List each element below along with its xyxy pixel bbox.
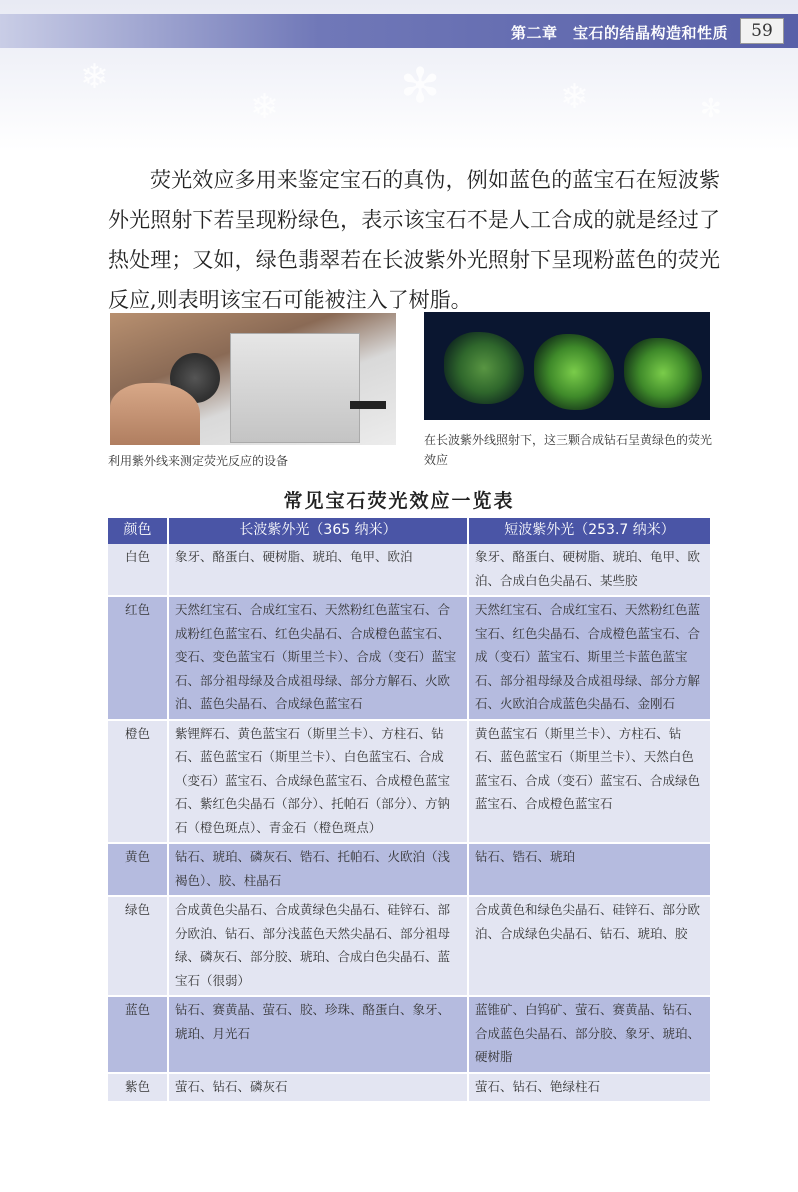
color-cell: 红色	[108, 596, 168, 720]
short-wave-cell: 合成黄色和绿色尖晶石、硅锌石、部分欧泊、合成绿色尖晶石、钻石、琥珀、胶	[468, 896, 710, 996]
synthetic-diamonds-photo	[424, 312, 710, 420]
short-wave-cell: 天然红宝石、合成红宝石、天然粉红色蓝宝石、红色尖晶石、合成橙色蓝宝石、合成（变石）蓝宝石、斯里兰卡蓝色蓝宝石、部分祖母绿及合成祖母绿、部分方解石、火欧泊合成蓝色尖晶石、金刚石	[468, 596, 710, 720]
long-wave-cell: 合成黄色尖晶石、合成黄绿色尖晶石、硅锌石、部分欧泊、钻石、部分浅蓝色天然尖晶石、部分祖母绿、磷灰石、部分胶、琥珀、合成白色尖晶石、蓝宝石（很弱）	[168, 896, 468, 996]
page-number: 59	[740, 18, 784, 44]
color-cell: 绿色	[108, 896, 168, 996]
table-row	[108, 544, 710, 596]
fluorescence-table	[108, 518, 710, 1103]
long-wave-cell: 紫锂辉石、黄色蓝宝石（斯里兰卡）、方柱石、钻石、蓝色蓝宝石（斯里兰卡）、白色蓝宝石、合成（变石）蓝宝石、合成绿色蓝宝石、合成橙色蓝宝石、紫红色尖晶石（部分）、托帕石（部分）、方钠石（橙色斑点）、青金石（橙色斑点）	[168, 720, 468, 844]
table-header-row	[108, 518, 710, 544]
uv-equipment-photo	[110, 313, 396, 445]
left-photo-caption: 利用紫外线来测定荧光反应的设备	[108, 454, 289, 468]
color-cell: 橙色	[108, 720, 168, 844]
table-row	[108, 896, 710, 996]
long-wave-cell: 天然红宝石、合成红宝石、天然粉红色蓝宝石、合成粉红色蓝宝石、红色尖晶石、合成橙色蓝宝石、变石、变色蓝宝石（斯里兰卡）、合成（变石）蓝宝石、部分祖母绿及合成祖母绿、部分方解石、火欧泊、蓝色尖晶石、合成绿色蓝宝石	[168, 596, 468, 720]
table-row	[108, 596, 710, 720]
snowflake-icon: ❄	[250, 87, 279, 127]
chapter-title: 第二章 宝石的结晶构造和性质	[510, 24, 728, 42]
long-wave-cell: 象牙、酪蛋白、硬树脂、琥珀、龟甲、欧泊	[168, 544, 468, 596]
table-row	[108, 996, 710, 1073]
long-wave-cell: 钻石、琥珀、磷灰石、锆石、托帕石、火欧泊（浅褐色）、胶、柱晶石	[168, 843, 468, 896]
table-row	[108, 843, 710, 896]
short-wave-cell: 黄色蓝宝石（斯里兰卡）、方柱石、钻石、蓝色蓝宝石（斯里兰卡）、天然白色蓝宝石、合成（变石）蓝宝石、合成绿色蓝宝石、合成橙色蓝宝石	[468, 720, 710, 844]
header-color: 颜色	[108, 518, 168, 544]
short-wave-cell: 钻石、锆石、琥珀	[468, 843, 710, 896]
snowflake-icon: ✻	[400, 58, 441, 114]
color-cell: 白色	[108, 544, 168, 596]
snowflake-icon: ❄	[80, 57, 109, 97]
short-wave-cell: 象牙、酪蛋白、硬树脂、琥珀、龟甲、欧泊、合成白色尖晶石、某些胶	[468, 544, 710, 596]
right-photo-caption: 在长波紫外线照射下，这三颗合成钻石呈黄绿色的荧光效应	[424, 433, 713, 467]
header-long-wave: 长波紫外光（365 纳米）	[168, 518, 468, 544]
long-wave-cell: 钻石、赛黄晶、萤石、胶、珍珠、酪蛋白、象牙、琥珀、月光石	[168, 996, 468, 1073]
long-wave-cell: 萤石、钻石、磷灰石	[168, 1073, 468, 1103]
table-row	[108, 1073, 710, 1103]
snowflake-icon: ❄	[560, 77, 589, 117]
short-wave-cell: 蓝锥矿、白钨矿、萤石、赛黄晶、钻石、合成蓝色尖晶石、部分胶、象牙、琥珀、硬树脂	[468, 996, 710, 1073]
color-cell: 黄色	[108, 843, 168, 896]
color-cell: 蓝色	[108, 996, 168, 1073]
short-wave-cell: 萤石、钻石、铯绿柱石	[468, 1073, 710, 1103]
color-cell: 紫色	[108, 1073, 168, 1103]
snowflake-icon: ✻	[700, 94, 722, 124]
body-paragraph: 荧光效应多用来鉴定宝石的真伪，例如蓝色的蓝宝石在短波紫外光照射下若呈现粉绿色，表示该宝石不是人工合成的就是经过了热处理；又如，绿色翡翠若在长波紫外光照射下呈现粉蓝色的荧光反应,则表明该宝石可能被注入了树脂。	[108, 168, 720, 312]
header-short-wave: 短波紫外光（253.7 纳米）	[468, 518, 710, 544]
table-row	[108, 720, 710, 844]
table-title: 常见宝石荧光效应一览表	[283, 490, 515, 512]
